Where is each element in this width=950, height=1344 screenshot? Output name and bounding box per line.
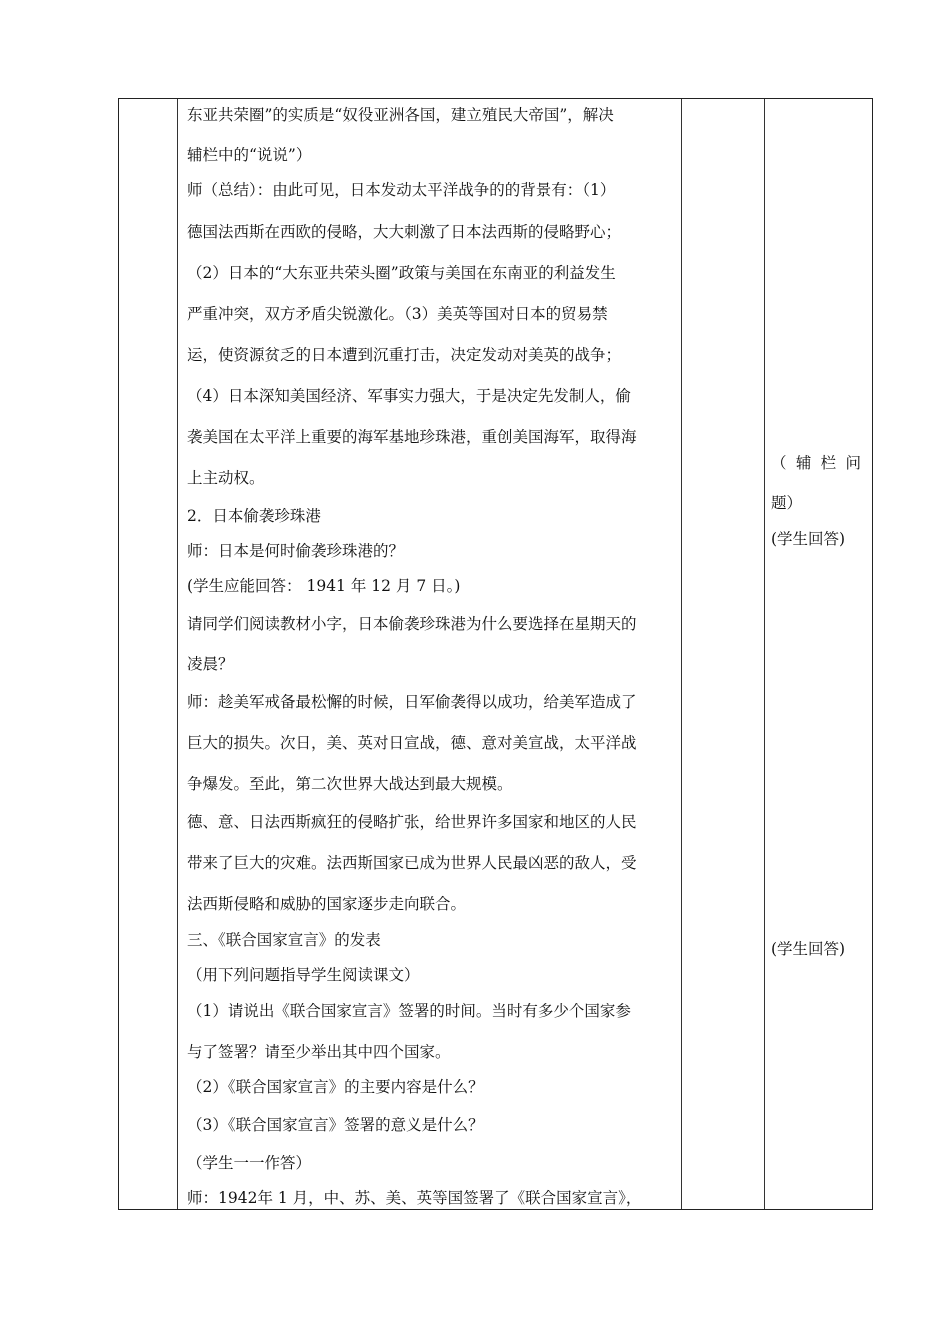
text-line: 上主动权。 bbox=[187, 469, 265, 487]
side-note-char: 栏 bbox=[820, 454, 837, 472]
text-line: 2．日本偷袭珍珠港 bbox=[187, 507, 321, 525]
side-note-line: 题） bbox=[771, 494, 803, 512]
text-line: 争爆发。至此，第二次世界大战达到最大规模。 bbox=[187, 775, 513, 793]
text-line: 师：1942年 1 月，中、苏、美、英等国签署了《联合国家宣言》， bbox=[187, 1189, 642, 1207]
text-line: (学生应能回答： 1941 年 12 月 7 日。) bbox=[187, 577, 461, 595]
text-line: （2）日本的“大东亚共荣头圈”政策与美国在东南亚的利益发生 bbox=[187, 264, 616, 282]
text-line: 师：趁美军戒备最松懈的时候，日军偷袭得以成功，给美军造成了 bbox=[187, 693, 637, 711]
text-line: 与了签署？请至少举出其中四个国家。 bbox=[187, 1043, 451, 1061]
text-line: 师：日本是何时偷袭珍珠港的？ bbox=[187, 542, 405, 560]
text-line: 辅栏中的“说说”） bbox=[187, 146, 312, 164]
lesson-table bbox=[118, 98, 873, 1210]
text-line: 东亚共荣圈”的实质是“奴役亚洲各国，建立殖民大帝国”，解决 bbox=[187, 106, 614, 124]
side-note-char: 问 bbox=[845, 454, 861, 472]
text-line: 凌晨？ bbox=[187, 655, 234, 673]
text-line: （2）《联合国家宣言》的主要内容是什么？ bbox=[187, 1078, 484, 1096]
text-line: 师（总结）：由此可见，日本发动太平洋战争的的背景有：（1） bbox=[187, 181, 616, 199]
text-line: 严重冲突，双方矛盾尖锐激化。（3）美英等国对日本的贸易禁 bbox=[187, 305, 608, 323]
side-note-line bbox=[771, 453, 861, 473]
text-line: （4）日本深知美国经济、军事实力强大，于是决定先发制人，偷 bbox=[187, 387, 631, 405]
text-line: 德、意、日法西斯疯狂的侵略扩张，给世界许多国家和地区的人民 bbox=[187, 813, 637, 831]
text-line: （学生一一作答） bbox=[187, 1154, 312, 1172]
text-line: 德国法西斯在西欧的侵略，大大刺激了日本法西斯的侵略野心； bbox=[187, 223, 622, 241]
text-line: 带来了巨大的灾难。法西斯国家已成为世界人民最凶恶的敌人，受 bbox=[187, 854, 637, 872]
text-line: 巨大的损失。次日，美、英对日宣战，德、意对美宣战，太平洋战 bbox=[187, 734, 637, 752]
column-divider bbox=[177, 99, 178, 1209]
side-note-char: （ bbox=[771, 454, 787, 472]
text-line: （用下列问题指导学生阅读课文） bbox=[187, 966, 420, 984]
column-divider bbox=[681, 99, 682, 1209]
text-line: 运，使资源贫乏的日本遭到沉重打击，决定发动对美英的战争； bbox=[187, 346, 622, 364]
section-heading: 三、《联合国家宣言》的发表 bbox=[187, 931, 381, 949]
column-divider bbox=[764, 99, 765, 1209]
text-line: 法西斯侵略和威胁的国家逐步走向联合。 bbox=[187, 895, 467, 913]
side-note-char: 辅 bbox=[795, 454, 812, 472]
text-line: 请同学们阅读教材小字，日本偷袭珍珠港为什么要选择在星期天的 bbox=[187, 615, 637, 633]
side-note-line: (学生回答) bbox=[771, 530, 846, 548]
text-line: （3）《联合国家宣言》签署的意义是什么？ bbox=[187, 1116, 484, 1134]
side-note-line: (学生回答) bbox=[771, 940, 846, 958]
text-line: 袭美国在太平洋上重要的海军基地珍珠港，重创美国海军，取得海 bbox=[187, 428, 637, 446]
text-line: （1）请说出《联合国家宣言》签署的时间。当时有多少个国家参 bbox=[187, 1002, 631, 1020]
